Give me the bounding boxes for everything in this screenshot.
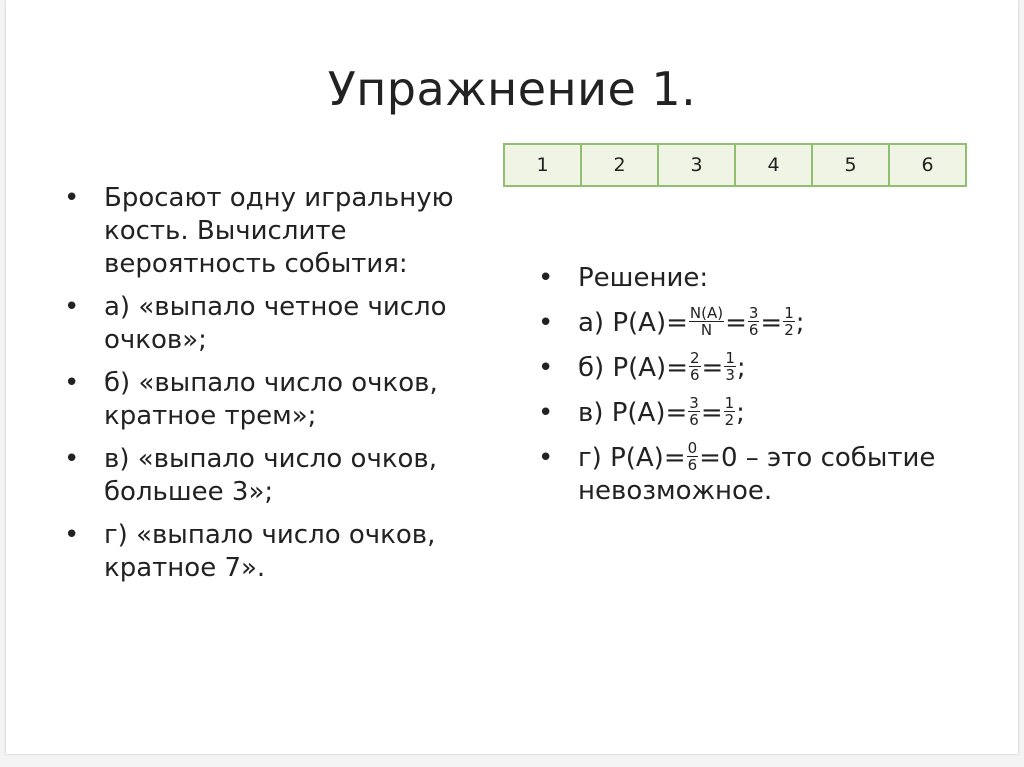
list-item bbox=[60, 443, 510, 509]
solution-list bbox=[534, 262, 1004, 520]
list-item bbox=[60, 519, 510, 585]
formula-prefix: а) P(A)= bbox=[578, 308, 688, 338]
bullet: • bbox=[538, 443, 554, 473]
list-item bbox=[60, 367, 510, 433]
slide bbox=[6, 0, 1018, 754]
numerator: 1 bbox=[724, 394, 735, 412]
denominator: 2 bbox=[784, 321, 794, 339]
equals: = bbox=[700, 398, 723, 428]
bullet: • bbox=[538, 353, 554, 383]
solution-c bbox=[534, 394, 1004, 430]
denominator: N bbox=[700, 321, 713, 339]
solution-heading: Решение: bbox=[578, 263, 709, 293]
list-item bbox=[60, 182, 510, 281]
formula-prefix: в) P(A)= bbox=[578, 398, 688, 428]
table-cell: 3 bbox=[658, 144, 735, 186]
problem-part-b: б) «выпало число очков, кратное трем»; bbox=[104, 368, 438, 431]
table-cell: 4 bbox=[735, 144, 812, 186]
fraction bbox=[689, 305, 724, 338]
equals: = bbox=[725, 308, 747, 338]
fraction bbox=[724, 350, 736, 383]
fraction bbox=[687, 440, 699, 473]
bullet: • bbox=[64, 444, 80, 474]
numerator: 1 bbox=[725, 349, 735, 367]
formula-suffix: ; bbox=[736, 353, 746, 383]
solution-b bbox=[534, 349, 1004, 385]
bullet: • bbox=[64, 368, 80, 398]
table-cell: 2 bbox=[581, 144, 658, 186]
equals: = bbox=[760, 308, 783, 338]
denominator: 6 bbox=[748, 321, 759, 339]
formula-prefix: г) P(A)= bbox=[578, 443, 686, 473]
problem-part-d: г) «выпало число очков, кратное 7». bbox=[104, 520, 436, 583]
bullet: • bbox=[538, 398, 554, 428]
table-cell: 1 bbox=[504, 144, 581, 186]
slide-title: Упражнение 1. bbox=[327, 62, 697, 116]
solution-d bbox=[534, 439, 1004, 508]
fraction bbox=[724, 395, 736, 428]
fraction bbox=[689, 350, 701, 383]
fraction bbox=[783, 305, 795, 338]
denominator: 6 bbox=[689, 366, 700, 384]
problem-part-a: а) «выпало четное число очков»; bbox=[104, 292, 447, 355]
numerator: N(A) bbox=[689, 304, 724, 322]
table-cell: 6 bbox=[889, 144, 966, 186]
denominator: 2 bbox=[724, 411, 735, 429]
problem-statement: Бросают одну игральную кость. Вычислите вероятность события: bbox=[104, 183, 454, 279]
numerator: 3 bbox=[748, 304, 759, 322]
numerator: 0 bbox=[687, 439, 698, 457]
denominator: 6 bbox=[687, 456, 698, 474]
numerator: 3 bbox=[689, 394, 699, 412]
numerator: 2 bbox=[689, 349, 700, 367]
numerator: 1 bbox=[784, 304, 794, 322]
bullet: • bbox=[538, 308, 554, 338]
table-cell: 5 bbox=[812, 144, 889, 186]
denominator: 6 bbox=[689, 411, 699, 429]
bullet: • bbox=[64, 292, 80, 322]
formula-suffix: ; bbox=[795, 308, 805, 338]
die-faces-table bbox=[503, 143, 967, 187]
list-item bbox=[60, 291, 510, 357]
equals: = bbox=[701, 353, 724, 383]
bullet: • bbox=[538, 263, 554, 293]
problem-part-c: в) «выпало число очков, большее 3»; bbox=[104, 444, 438, 507]
fraction bbox=[748, 305, 760, 338]
solution-a bbox=[534, 304, 1004, 340]
formula-suffix: =0 – это событие невозможное. bbox=[578, 443, 936, 506]
bullet: • bbox=[64, 183, 80, 213]
formula-suffix: ; bbox=[736, 398, 745, 428]
fraction bbox=[688, 395, 700, 428]
list-item bbox=[534, 262, 1004, 295]
formula-prefix: б) P(A)= bbox=[578, 353, 688, 383]
denominator: 3 bbox=[725, 366, 735, 384]
problem-list bbox=[60, 182, 510, 595]
bullet: • bbox=[64, 520, 80, 550]
table-row bbox=[504, 144, 966, 186]
